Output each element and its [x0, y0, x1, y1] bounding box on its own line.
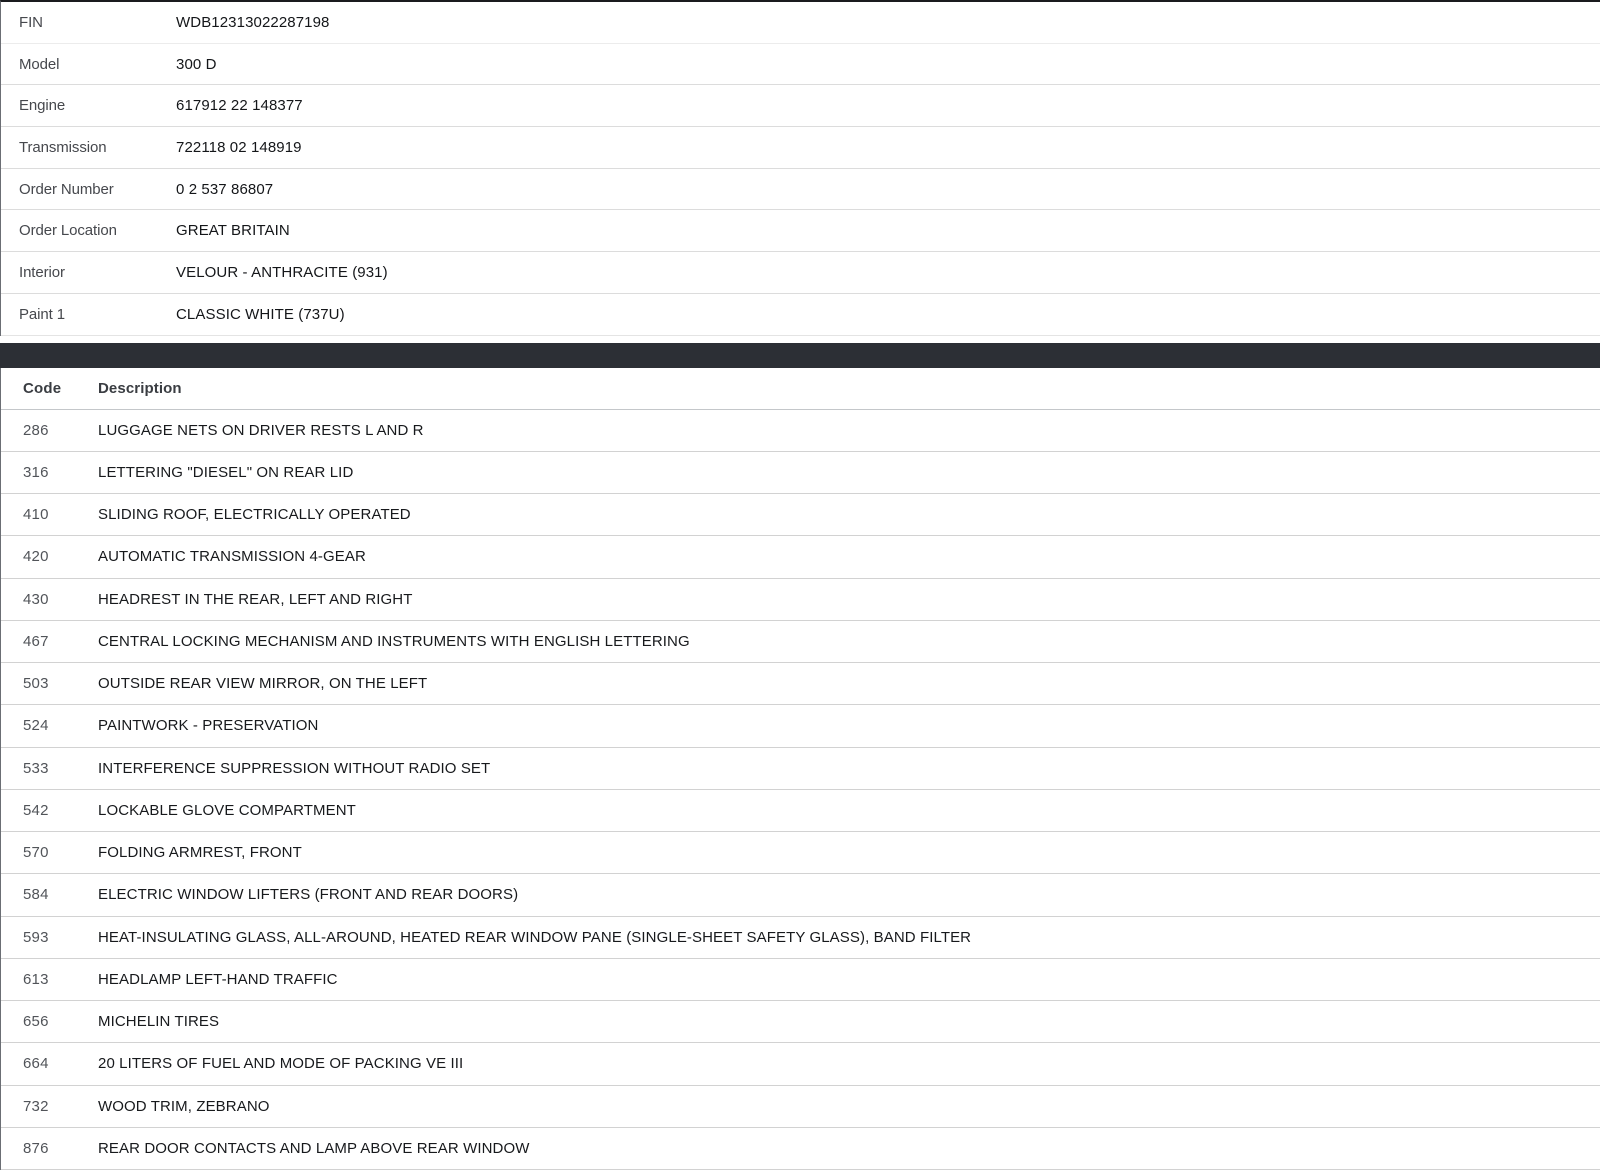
option-code: 593: [23, 928, 49, 946]
vehicle-info-row: [1, 210, 1600, 252]
info-label: Engine: [19, 97, 66, 115]
options-row: [1, 959, 1600, 1001]
info-value: 722118 02 148919: [176, 138, 302, 156]
option-description: MICHELIN TIRES: [98, 1013, 220, 1031]
options-table: [0, 368, 1600, 1171]
option-code: 664: [23, 1055, 49, 1073]
options-row: [1, 1086, 1600, 1128]
option-description: INTERFERENCE SUPPRESSION WITHOUT RADIO SET: [98, 759, 491, 777]
option-description: WOOD TRIM, ZEBRANO: [98, 1097, 270, 1115]
option-code: 420: [23, 548, 49, 566]
option-description: HEAT-INSULATING GLASS, ALL-AROUND, HEATED REAR WINDOW PANE (SINGLE-SHEET SAFETY GLASS), BAND FILTER: [98, 928, 972, 946]
option-description: SLIDING ROOF, ELECTRICALLY OPERATED: [98, 506, 411, 524]
options-rows-container: [1, 410, 1600, 1171]
options-row: [1, 410, 1600, 452]
info-label: Order Location: [19, 222, 117, 240]
option-code: 732: [23, 1097, 49, 1115]
info-value: GREAT BRITAIN: [176, 222, 290, 240]
option-code: 656: [23, 1013, 49, 1031]
options-row: [1, 663, 1600, 705]
option-code: 533: [23, 759, 49, 777]
option-description: OUTSIDE REAR VIEW MIRROR, ON THE LEFT: [98, 675, 428, 693]
info-label: Paint 1: [19, 305, 65, 323]
vehicle-info-row: [1, 85, 1600, 127]
info-label: Order Number: [19, 180, 114, 198]
option-code: 503: [23, 675, 49, 693]
vehicle-info-row: [1, 169, 1600, 211]
options-row: [1, 621, 1600, 663]
option-description: FOLDING ARMREST, FRONT: [98, 844, 302, 862]
options-row: [1, 1128, 1600, 1170]
info-value: 0 2 537 86807: [176, 180, 274, 198]
info-value: WDB12313022287198: [176, 13, 330, 31]
info-label: Transmission: [19, 138, 107, 156]
vehicle-info-row: [1, 252, 1600, 294]
option-code: 410: [23, 506, 49, 524]
options-header-code: Code: [23, 379, 62, 397]
options-row: [1, 452, 1600, 494]
option-description: ELECTRIC WINDOW LIFTERS (FRONT AND REAR DOORS): [98, 886, 519, 904]
option-description: REAR DOOR CONTACTS AND LAMP ABOVE REAR WINDOW: [98, 1139, 530, 1157]
options-row: [1, 579, 1600, 621]
info-label: Model: [19, 55, 60, 73]
option-description: HEADREST IN THE REAR, LEFT AND RIGHT: [98, 590, 413, 608]
options-row: [1, 874, 1600, 916]
vehicle-info-row: [1, 44, 1600, 86]
options-header-row: [1, 368, 1600, 410]
option-code: 430: [23, 590, 49, 608]
info-value: 617912 22 148377: [176, 97, 303, 115]
vehicle-info-row: [1, 2, 1600, 44]
option-code: 876: [23, 1139, 49, 1157]
option-description: CENTRAL LOCKING MECHANISM AND INSTRUMENTS WITH ENGLISH LETTERING: [98, 632, 690, 650]
options-row: [1, 536, 1600, 578]
info-value: VELOUR - ANTHRACITE (931): [176, 263, 388, 281]
option-code: 316: [23, 463, 49, 481]
options-header-description: Description: [98, 379, 182, 397]
option-code: 542: [23, 801, 49, 819]
options-row: [1, 832, 1600, 874]
options-row: [1, 790, 1600, 832]
options-row: [1, 494, 1600, 536]
section-gap: [0, 336, 1600, 343]
vehicle-info-row: [1, 294, 1600, 336]
info-label: FIN: [19, 13, 43, 31]
vehicle-info-table: [0, 0, 1600, 336]
option-description: HEADLAMP LEFT-HAND TRAFFIC: [98, 970, 338, 988]
option-description: LETTERING "DIESEL" ON REAR LID: [98, 463, 354, 481]
info-value: 300 D: [176, 55, 217, 73]
options-row: [1, 705, 1600, 747]
info-label: Interior: [19, 263, 65, 281]
options-row: [1, 748, 1600, 790]
option-code: 524: [23, 717, 49, 735]
info-value: CLASSIC WHITE (737U): [176, 305, 345, 323]
option-description: PAINTWORK - PRESERVATION: [98, 717, 319, 735]
option-code: 584: [23, 886, 49, 904]
option-code: 613: [23, 970, 49, 988]
option-description: AUTOMATIC TRANSMISSION 4-GEAR: [98, 548, 366, 566]
option-description: 20 LITERS OF FUEL AND MODE OF PACKING VE III: [98, 1055, 464, 1073]
option-code: 467: [23, 632, 49, 650]
options-row: [1, 1001, 1600, 1043]
options-row: [1, 1043, 1600, 1085]
vehicle-info-row: [1, 127, 1600, 169]
option-description: LUGGAGE NETS ON DRIVER RESTS L AND R: [98, 421, 424, 439]
option-code: 286: [23, 421, 49, 439]
option-code: 570: [23, 844, 49, 862]
option-description: LOCKABLE GLOVE COMPARTMENT: [98, 801, 356, 819]
section-divider-bar: [0, 343, 1600, 368]
options-row: [1, 917, 1600, 959]
